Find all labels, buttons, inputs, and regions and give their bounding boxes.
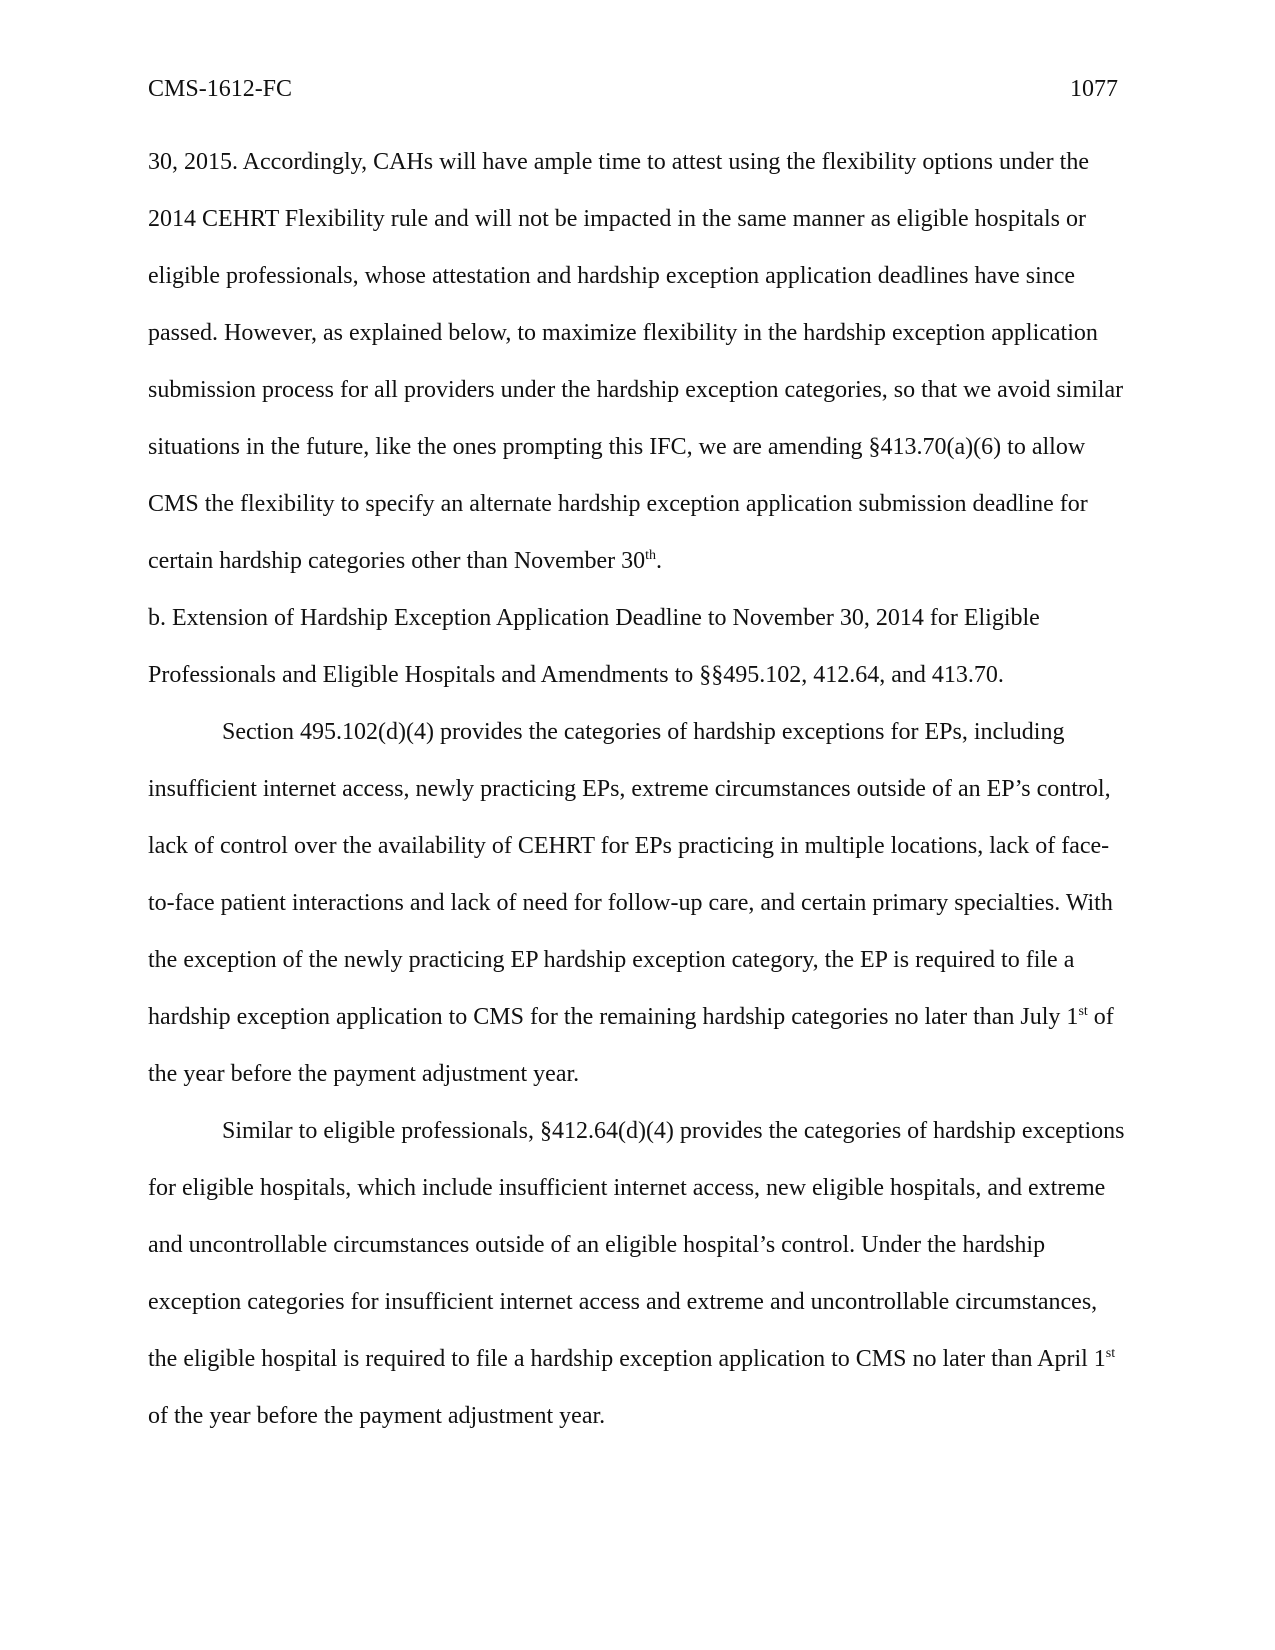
page-body bbox=[148, 134, 1128, 1445]
ordinal-suffix: th bbox=[645, 548, 657, 563]
paragraph-hospital-hardship bbox=[148, 1103, 1128, 1445]
paragraph-continuation bbox=[148, 134, 1128, 590]
paragraph-end: . bbox=[656, 548, 663, 574]
ordinal-suffix: st bbox=[1078, 1004, 1088, 1019]
page-number: 1077 bbox=[1070, 76, 1118, 102]
page-header bbox=[148, 72, 1118, 106]
paragraph-text: Similar to eligible professionals, §412.64(d)(4) provides the categories of hardship exceptions for eligible hospitals, which include insufficient internet access, new eligible hospitals, and extreme and uncontrollable circumstances outside of an eligible hospital’s control. Under the hardship exception categories for insufficient internet access and extreme and uncontrollable circumstances, the eligible hospital is required to file a hardship exception application to CMS no later than April 1 bbox=[148, 1118, 1125, 1372]
ordinal-suffix: st bbox=[1105, 1346, 1116, 1361]
paragraph-ep-hardship bbox=[148, 704, 1128, 1103]
paragraph-end: of the year before the payment adjustment year. bbox=[148, 1403, 606, 1429]
paragraph-text: Section 495.102(d)(4) provides the categories of hardship exceptions for EPs, including insufficient internet access, newly practicing EPs, extreme circumstances outside of an EP’s control, lack of control over the availability of CEHRT for EPs practicing in multiple locations, lack of face-to-face patient interactions and lack of need for follow-up care, and certain primary specialties. With the exception of the newly practicing EP hardship exception category, the EP is required to file a hardship exception application to CMS for the remaining hardship categories no later than July 1 bbox=[148, 719, 1113, 1030]
section-heading: b. Extension of Hardship Exception Application Deadline to November 30, 2014 for Eligible Professionals and Eligible Hospitals and Amendments to §§495.102, 412.64, and 413.70. bbox=[148, 605, 1040, 688]
paragraph-text: 30, 2015. Accordingly, CAHs will have ample time to attest using the flexibility options under the 2014 CEHRT Flexibility rule and will not be impacted in the same manner as eligible hospitals or eligible professionals, whose attestation and hardship exception application deadlines have since passed. However, as explained below, to maximize flexibility in the hardship exception application submission process for all providers under the hardship exception categories, so that we avoid similar situations in the future, like the ones prompting this IFC, we are amending §413.70(a)(6) to allow CMS the flexibility to specify an alternate hardship exception application submission deadline for certain hardship categories other than November 30 bbox=[148, 149, 1124, 574]
paragraph-end: of the year before the payment adjustment year. bbox=[148, 1004, 1114, 1087]
document-id: CMS-1612-FC bbox=[148, 76, 293, 102]
